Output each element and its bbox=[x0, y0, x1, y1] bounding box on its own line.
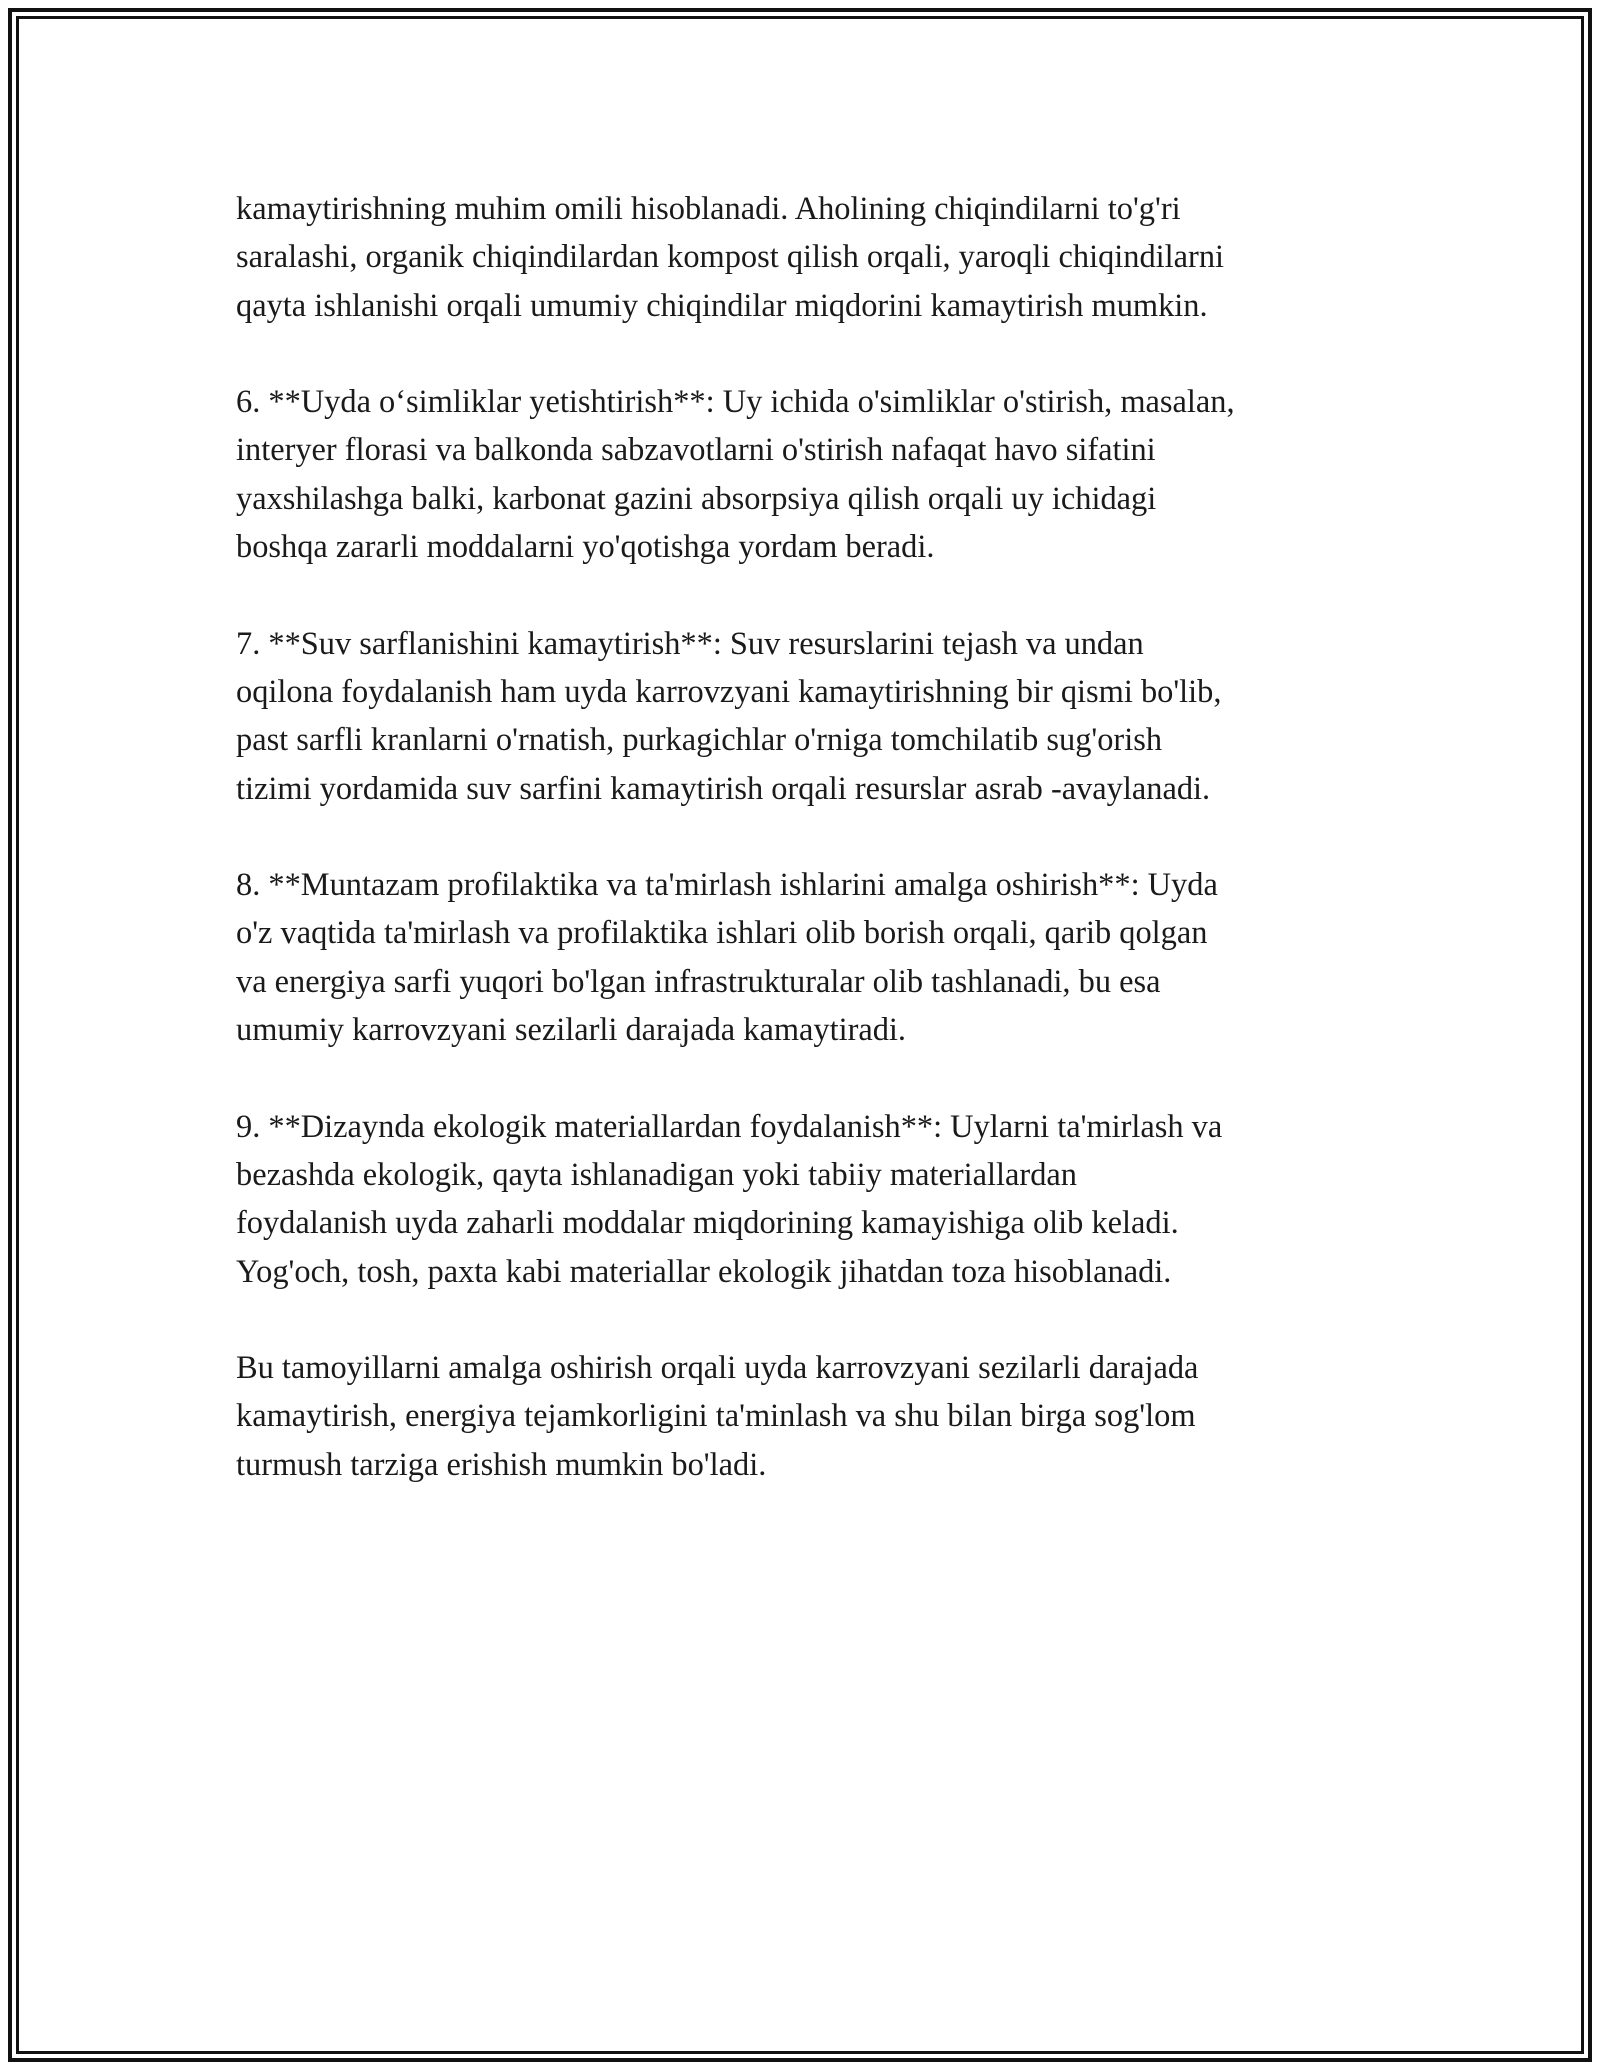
text-line: 6. **Uyda o‘simliklar yetishtirish**: Uy ichida o'simliklar o'stirish, masalan, bbox=[236, 384, 1235, 421]
text-line: qayta ishlanishi orqali umumiy chiqindilar miqdorini kamaytirish mumkin. bbox=[236, 287, 1208, 324]
text-line: turmush tarziga erishish mumkin bo'ladi. bbox=[236, 1446, 767, 1483]
paragraph-item-6 bbox=[236, 378, 1396, 571]
text-line: Yog'och, tosh, paxta kabi materiallar ekologik jihatdan toza hisoblanadi. bbox=[236, 1253, 1172, 1290]
text-line: past sarfli kranlarni o'rnatish, purkagichlar o'rniga tomchilatib sug'orish bbox=[236, 722, 1163, 759]
text-line: interyer florasi va balkonda sabzavotlarni o'stirish nafaqat havo sifatini bbox=[236, 432, 1156, 469]
paragraph-conclusion bbox=[236, 1344, 1396, 1489]
document-body bbox=[236, 185, 1396, 1537]
paragraph-item-9 bbox=[236, 1103, 1396, 1296]
paragraph-item-7 bbox=[236, 620, 1396, 813]
paragraph-item-8 bbox=[236, 861, 1396, 1054]
text-line: 7. **Suv sarflanishini kamaytirish**: Suv resurslarini tejash va undan bbox=[236, 625, 1144, 662]
text-line: o'z vaqtida ta'mirlash va profilaktika ishlari olib borish orqali, qarib qolgan bbox=[236, 915, 1208, 952]
text-line: kamaytirish, energiya tejamkorligini ta'minlash va shu bilan birga sog'lom bbox=[236, 1398, 1196, 1435]
text-line: oqilona foydalanish ham uyda karrovzyani kamaytirishning bir qismi bo'lib, bbox=[236, 673, 1222, 710]
text-line: boshqa zararli moddalarni yo'qotishga yordam beradi. bbox=[236, 529, 935, 566]
text-line: foydalanish uyda zaharli moddalar miqdorining kamayishiga olib keladi. bbox=[236, 1205, 1179, 1242]
text-line: Bu tamoyillarni amalga oshirish orqali uyda karrovzyani sezilarli darajada bbox=[236, 1350, 1199, 1387]
text-line: 9. **Dizaynda ekologik materiallardan foydalanish**: Uylarni ta'mirlash va bbox=[236, 1108, 1223, 1145]
text-line: kamaytirishning muhim omili hisoblanadi. Aholining chiqindilarni to'g'ri bbox=[236, 191, 1181, 227]
text-line: yaxshilashga balki, karbonat gazini absorpsiya qilish orqali uy ichidagi bbox=[236, 480, 1157, 517]
text-line: va energiya sarfi yuqori bo'lgan infrastrukturalar olib tashlanadi, bu esa bbox=[236, 963, 1161, 1000]
text-line: saralashi, organik chiqindilardan kompost qilish orqali, yaroqli chiqindilarni bbox=[236, 239, 1225, 276]
text-line: bezashda ekologik, qayta ishlanadigan yoki tabiiy materiallardan bbox=[236, 1156, 1077, 1193]
text-line: umumiy karrovzyani sezilarli darajada kamaytiradi. bbox=[236, 1012, 907, 1049]
paragraph-intro-continuation bbox=[236, 185, 1396, 330]
text-line: tizimi yordamida suv sarfini kamaytirish orqali resurslar asrab -avaylanadi. bbox=[236, 770, 1211, 807]
text-line: 8. **Muntazam profilaktika va ta'mirlash ishlarini amalga oshirish**: Uyda bbox=[236, 867, 1218, 904]
